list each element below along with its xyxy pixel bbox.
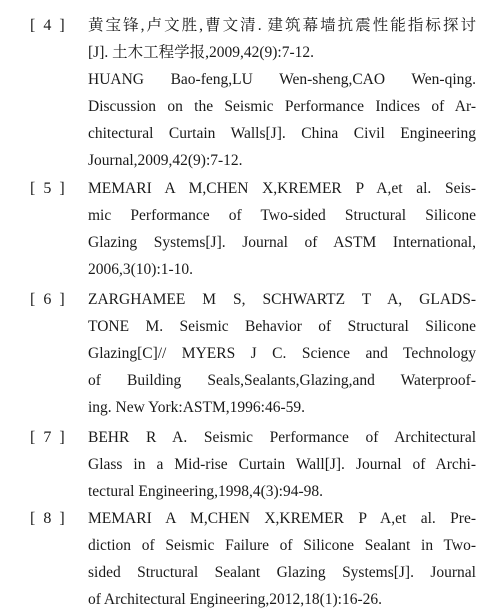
reference-line: Glazing Systems[J]. Journal of ASTM International, <box>88 234 476 251</box>
reference-number: [ 8 ] <box>30 510 67 527</box>
reference-line: TONE M. Seismic Behavior of Structural Silicone <box>88 318 476 335</box>
reference-line: 2006,3(10):1-10. <box>88 261 194 278</box>
reference-line: mic Performance of Two-sided Structural Silicone <box>88 207 476 224</box>
reference-line: tectural Engineering,1998,4(3):94-98. <box>88 483 324 500</box>
reference-line: Journal,2009,42(9):7-12. <box>88 152 243 169</box>
reference-line: sided Structural Sealant Glazing Systems[J]. Journal <box>88 564 476 581</box>
reference-number: [ 6 ] <box>30 291 67 308</box>
reference-line: HUANG Bao-feng,LU Wen-sheng,CAO Wen-qing. <box>88 71 476 88</box>
reference-number: [ 4 ] <box>30 17 67 34</box>
reference-line: chitectural Curtain Walls[J]. China Civil Engineering <box>88 125 476 142</box>
reference-line: Glazing[C]// MYERS J C. Science and Technology <box>88 345 476 362</box>
reference-line: [J]. 土木工程学报,2009,42(9):7-12. <box>88 44 315 61</box>
reference-line: 黄宝锋,卢文胜,曹文清. 建筑幕墙抗震性能指标探讨 <box>88 17 476 34</box>
reference-line: MEMARI A M,CHEN X,KREMER P A,et al. Seis- <box>88 180 476 197</box>
reference-number: [ 5 ] <box>30 180 67 197</box>
reference-line: MEMARI A M,CHEN X,KREMER P A,et al. Pre- <box>88 510 476 527</box>
reference-line: of Building Seals,Sealants,Glazing,and Waterproof- <box>88 372 476 389</box>
reference-line: Glass in a Mid-rise Curtain Wall[J]. Journal of Archi- <box>88 456 476 473</box>
reference-line: BEHR R A. Seismic Performance of Architectural <box>88 429 476 446</box>
reference-line: Discussion on the Seismic Performance Indices of Ar- <box>88 98 476 115</box>
reference-line: ZARGHAMEE M S, SCHWARTZ T A, GLADS- <box>88 291 476 308</box>
reference-line: diction of Seismic Failure of Silicone Sealant in Two- <box>88 537 476 554</box>
reference-number: [ 7 ] <box>30 429 67 446</box>
reference-line: of Architectural Engineering,2012,18(1):16-26. <box>88 591 382 608</box>
reference-line: ing. New York:ASTM,1996:46-59. <box>88 399 306 416</box>
